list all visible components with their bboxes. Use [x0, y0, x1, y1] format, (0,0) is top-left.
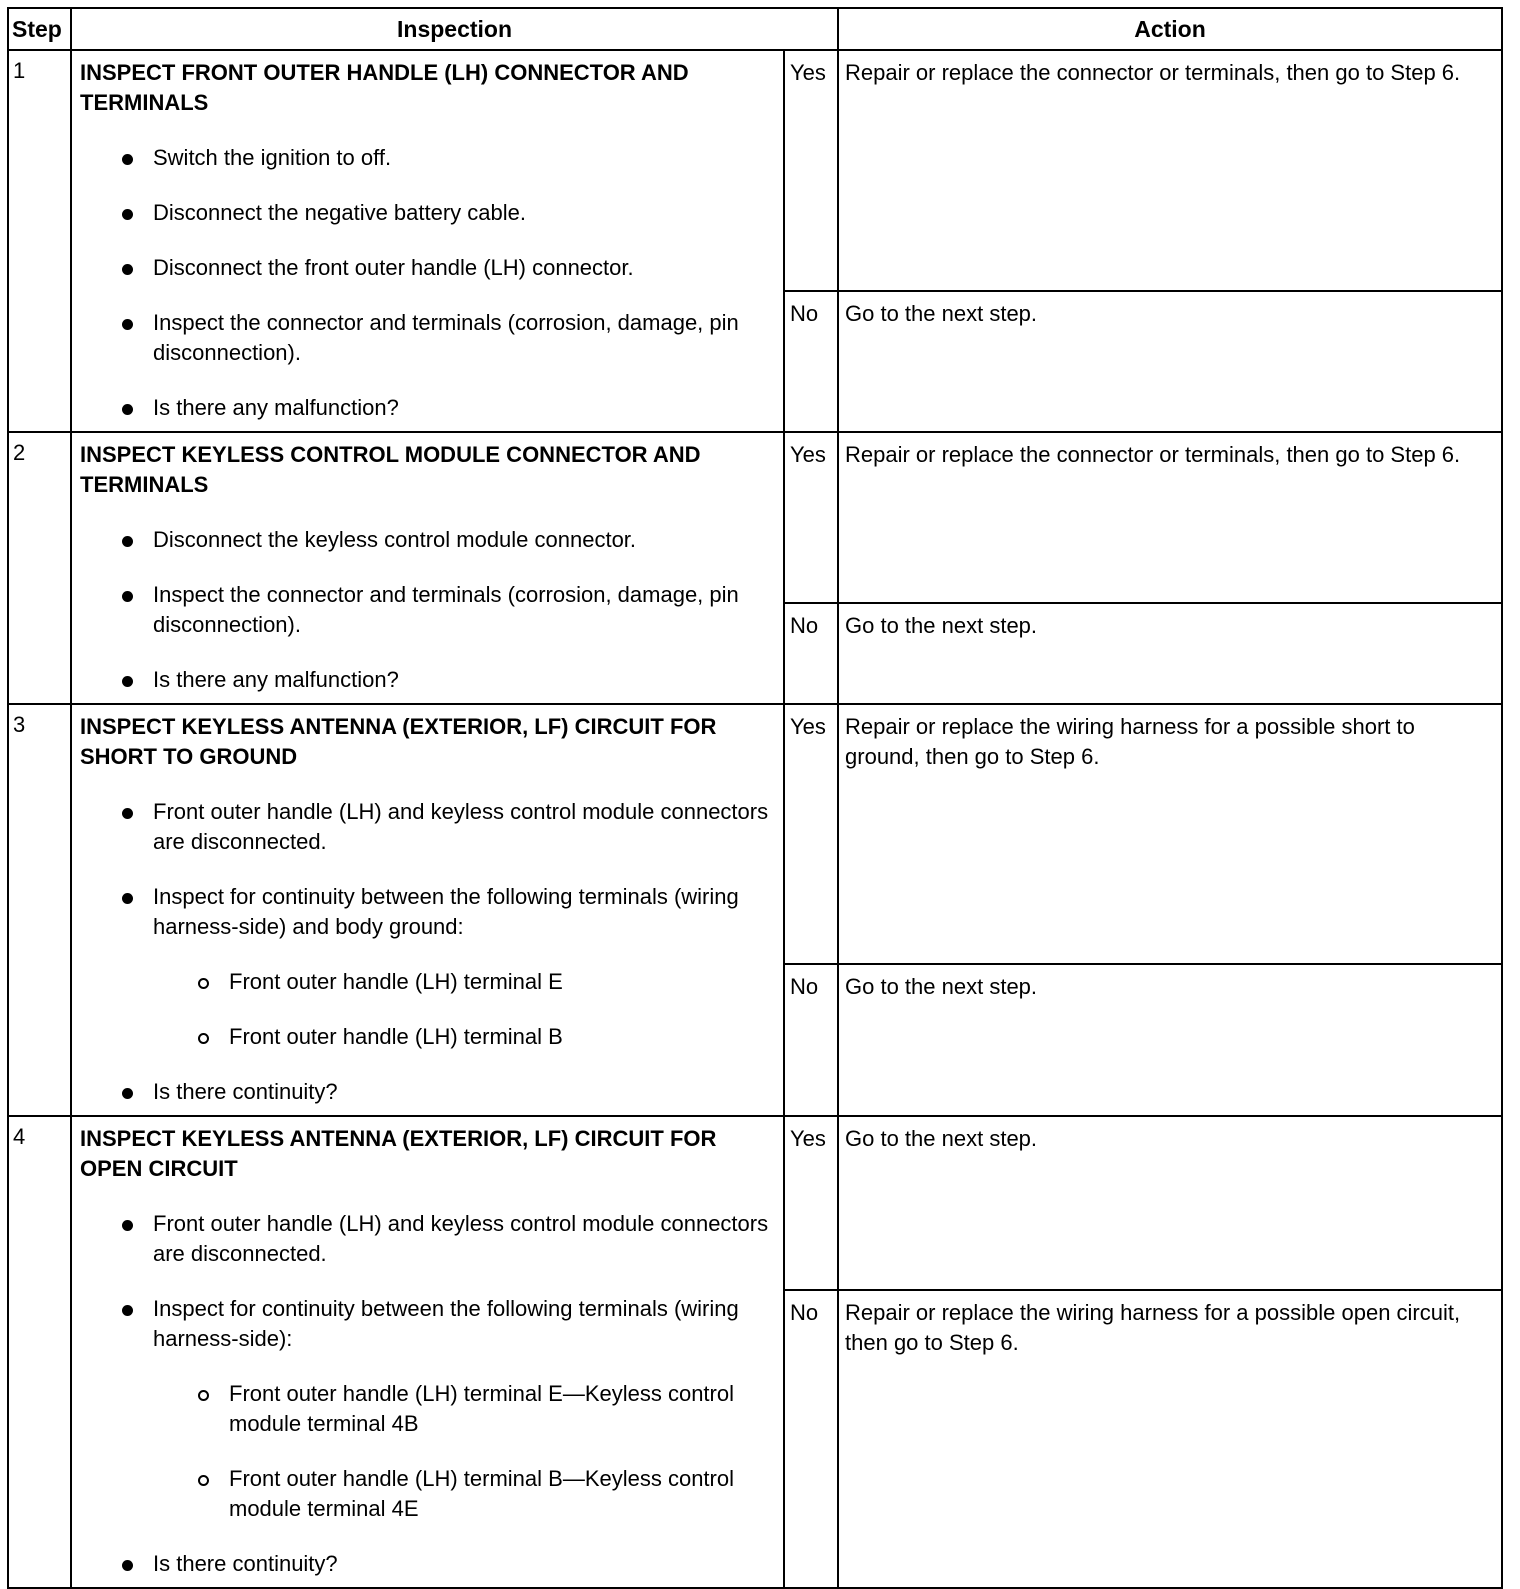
yes-label: Yes	[784, 704, 838, 964]
sub-bullet-item: Front outer handle (LH) terminal B	[80, 1022, 775, 1052]
sub-bullet-text: Front outer handle (LH) terminal E	[229, 969, 563, 994]
step-2-inspection	[71, 432, 784, 704]
bullet-item: Switch the ignition to off.	[80, 143, 775, 173]
bullet-item: Inspect the connector and terminals (corrosion, damage, pin disconnection).	[80, 580, 775, 640]
bullet-item: Is there any malfunction?	[80, 393, 775, 423]
step-2-yes-row	[8, 432, 1502, 603]
yes-action: Go to the next step.	[838, 1116, 1502, 1290]
bullet-item: Inspect for continuity between the following terminals (wiring harness-side):	[80, 1294, 775, 1354]
inspection-table	[7, 7, 1503, 1589]
bullet-item: Is there any malfunction?	[80, 665, 775, 695]
sub-bullet-item: Front outer handle (LH) terminal E—Keyless control module terminal 4B	[80, 1379, 775, 1439]
step-1-inspection	[71, 50, 784, 432]
step-number: 2	[8, 432, 71, 704]
no-action: Repair or replace the wiring harness for a possible open circuit, then go to Step 6.	[838, 1290, 1502, 1588]
step-4-inspection	[71, 1116, 784, 1588]
no-action: Go to the next step.	[838, 964, 1502, 1116]
bullet-item: Inspect for continuity between the following terminals (wiring harness-side) and body ground:	[80, 882, 775, 942]
step-1-yes-row	[8, 50, 1502, 291]
bullet-item: Inspect the connector and terminals (corrosion, damage, pin disconnection).	[80, 308, 775, 368]
no-action: Go to the next step.	[838, 603, 1502, 704]
sub-list-wrapper	[80, 1379, 775, 1524]
bullet-item: Disconnect the negative battery cable.	[80, 198, 775, 228]
sub-list-wrapper	[80, 967, 775, 1052]
bullet-item: Disconnect the keyless control module connector.	[80, 525, 775, 555]
yes-label: Yes	[784, 432, 838, 603]
yes-action: Repair or replace the connector or terminals, then go to Step 6.	[838, 432, 1502, 603]
bullet-item: Is there continuity?	[80, 1077, 775, 1107]
step-title: INSPECT KEYLESS ANTENNA (EXTERIOR, LF) CIRCUIT FOR SHORT TO GROUND	[80, 714, 717, 769]
no-label: No	[784, 291, 838, 432]
yes-label: Yes	[784, 50, 838, 291]
step-number: 4	[8, 1116, 71, 1588]
yes-action: Repair or replace the wiring harness for a possible short to ground, then go to Step 6.	[838, 704, 1502, 964]
step-title: INSPECT FRONT OUTER HANDLE (LH) CONNECTOR AND TERMINALS	[80, 60, 689, 115]
step-number: 1	[8, 50, 71, 432]
header-inspection: Inspection	[71, 8, 838, 50]
no-label: No	[784, 603, 838, 704]
step-number: 3	[8, 704, 71, 1116]
sub-bullet-item	[80, 967, 775, 997]
header-action: Action	[838, 8, 1502, 50]
step-3-yes-row	[8, 704, 1502, 964]
bullet-item: Front outer handle (LH) and keyless control module connectors are disconnected.	[80, 1209, 775, 1269]
yes-label: Yes	[784, 1116, 838, 1290]
table-header-row	[8, 8, 1502, 50]
step-title: INSPECT KEYLESS CONTROL MODULE CONNECTOR AND TERMINALS	[80, 442, 701, 497]
bullet-item: Front outer handle (LH) and keyless control module connectors are disconnected.	[80, 797, 775, 857]
yes-action: Repair or replace the connector or terminals, then go to Step 6.	[838, 50, 1502, 291]
step-title: INSPECT KEYLESS ANTENNA (EXTERIOR, LF) CIRCUIT FOR OPEN CIRCUIT	[80, 1126, 717, 1181]
bullet-item: Is there continuity?	[80, 1549, 775, 1579]
step-3-inspection	[71, 704, 784, 1116]
bullet-item: Disconnect the front outer handle (LH) connector.	[80, 253, 775, 283]
no-label: No	[784, 964, 838, 1116]
no-action: Go to the next step.	[838, 291, 1502, 432]
no-label: No	[784, 1290, 838, 1588]
step-4-yes-row	[8, 1116, 1502, 1290]
header-step: Step	[8, 8, 71, 50]
sub-bullet-item: Front outer handle (LH) terminal B—Keyless control module terminal 4E	[80, 1464, 775, 1524]
